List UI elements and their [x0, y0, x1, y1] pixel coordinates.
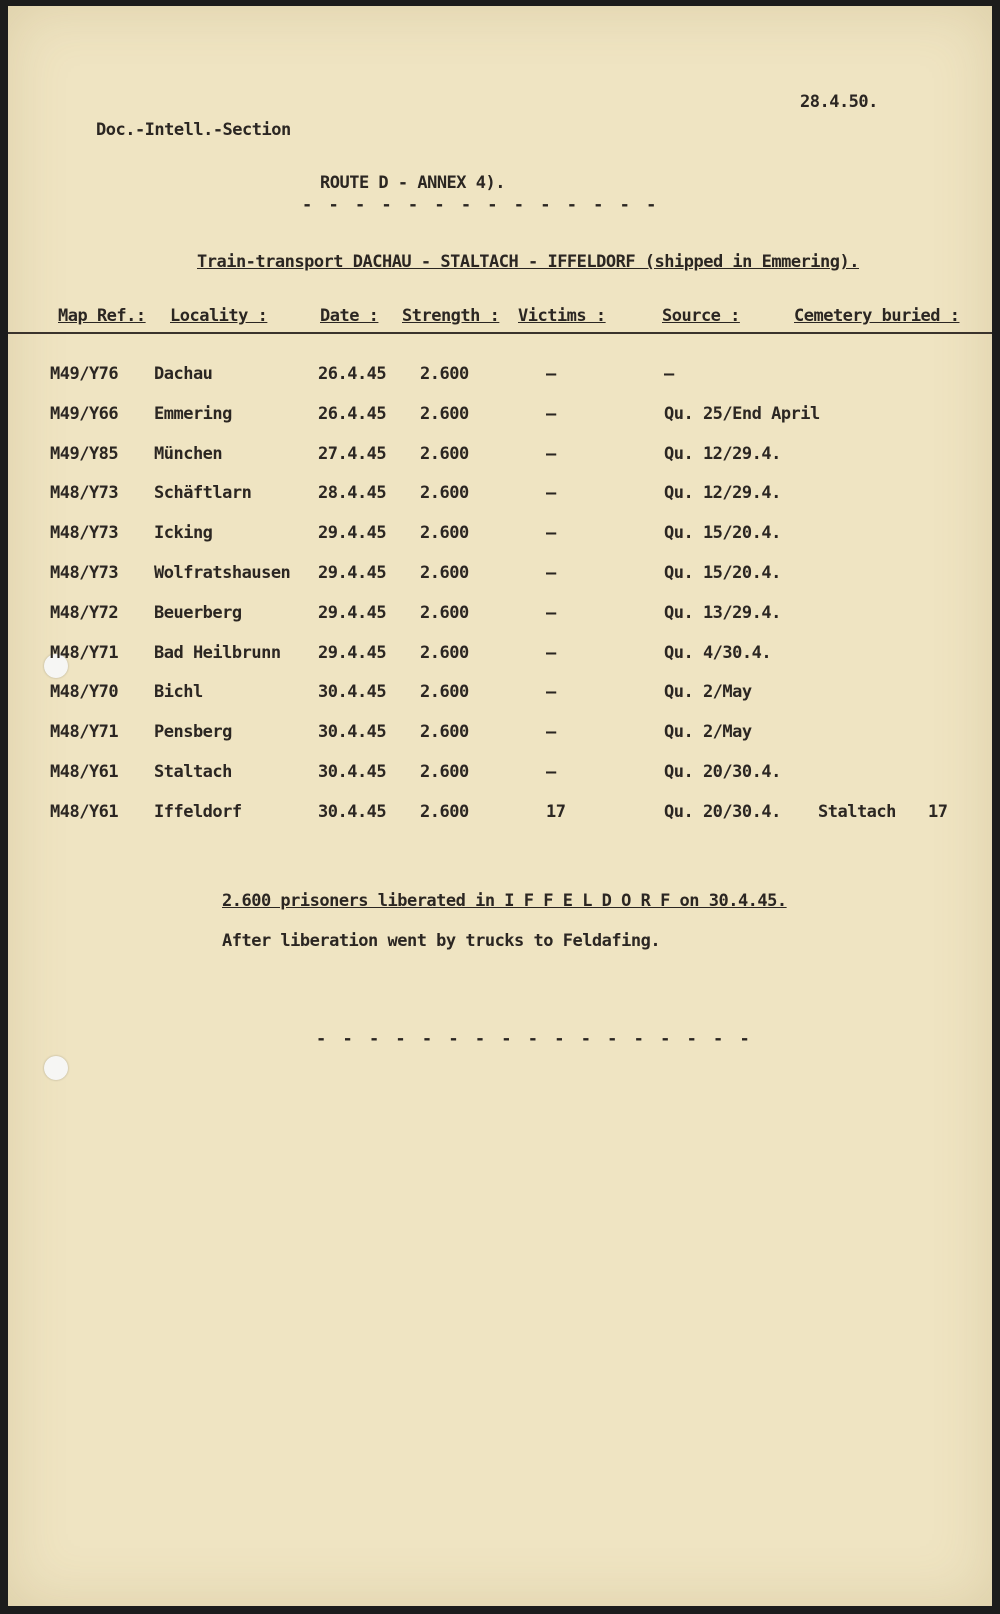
date-cell: 30.4.45: [318, 762, 387, 782]
date-cell: 29.4.45: [318, 602, 387, 623]
locality-cell: Bichl: [154, 682, 203, 703]
date-cell: 30.4.45: [318, 722, 387, 743]
locality-cell: Staltach: [154, 762, 232, 782]
closing-dashes: - - - - - - - - - - - - - - - - -: [316, 1029, 753, 1049]
transport-title: Train-transport DACHAU - STALTACH - IFFELDORF (shipped in Emmering).: [197, 252, 859, 272]
victims-cell: —: [546, 403, 556, 424]
map-ref-cell: M48/Y70: [50, 682, 119, 703]
strength-cell: 2.600: [420, 722, 469, 743]
route-title-dashes: - - - - - - - - - - - - - -: [302, 195, 660, 215]
date-cell: 29.4.45: [318, 523, 387, 544]
victims-cell: —: [546, 443, 556, 464]
date-cell: 26.4.45: [318, 364, 387, 384]
locality-cell: Iffeldorf: [154, 801, 242, 822]
strength-cell: 2.600: [420, 403, 469, 424]
col-header-source: Source :: [662, 306, 740, 326]
col-header-date: Date :: [320, 306, 379, 326]
victims-cell: —: [546, 483, 556, 504]
map-ref-cell: M49/Y85: [50, 443, 119, 464]
liberation-note: After liberation went by trucks to Feldafing.: [222, 931, 661, 951]
table-row: [8, 603, 992, 631]
strength-cell: 2.600: [420, 523, 469, 544]
victims-cell: —: [546, 682, 556, 703]
map-ref-cell: M48/Y61: [50, 762, 119, 782]
section-name: Doc.-Intell.-Section: [96, 120, 291, 140]
col-header-map-ref: Map Ref.:: [58, 306, 146, 326]
locality-cell: Beuerberg: [154, 602, 242, 623]
source-cell: Qu. 12/29.4.: [664, 483, 781, 504]
col-header-locality: Locality :: [170, 306, 268, 326]
strength-cell: 2.600: [420, 642, 469, 663]
date-cell: 29.4.45: [318, 642, 387, 663]
strength-cell: 2.600: [420, 364, 469, 384]
source-cell: Qu. 20/30.4.: [664, 801, 781, 822]
table-row: [8, 762, 992, 790]
victims-cell: —: [546, 364, 556, 384]
map-ref-cell: M48/Y71: [50, 722, 119, 743]
source-cell: —: [664, 364, 674, 384]
victims-cell: —: [546, 762, 556, 782]
col-header-strength: Strength :: [402, 306, 500, 326]
table-row: [8, 444, 992, 472]
col-header-cemetery: Cemetery buried :: [794, 306, 960, 326]
map-ref-cell: M48/Y73: [50, 523, 119, 544]
map-ref-cell: M48/Y61: [50, 801, 119, 822]
table-row: [8, 364, 992, 392]
date-cell: 30.4.45: [318, 682, 387, 703]
strength-cell: 2.600: [420, 602, 469, 623]
strength-cell: 2.600: [420, 563, 469, 583]
map-ref-cell: M48/Y72: [50, 602, 119, 623]
map-ref-cell: M49/Y66: [50, 403, 119, 424]
locality-cell: Dachau: [154, 364, 213, 384]
route-title: ROUTE D - ANNEX 4).: [320, 173, 505, 193]
locality-cell: Bad Heilbrunn: [154, 642, 281, 663]
table-row: [8, 802, 992, 830]
victims-cell: —: [546, 563, 556, 583]
table-row: [8, 722, 992, 750]
buried-count-cell: 17: [928, 801, 948, 822]
map-ref-cell: M49/Y76: [50, 364, 119, 384]
locality-cell: München: [154, 443, 223, 464]
source-cell: Qu. 12/29.4.: [664, 443, 781, 464]
table-row: [8, 643, 992, 671]
source-cell: Qu. 2/May: [664, 722, 752, 743]
strength-cell: 2.600: [420, 801, 469, 822]
locality-cell: Schäftlarn: [154, 483, 252, 504]
cemetery-cell: Staltach: [818, 801, 896, 822]
source-cell: Qu. 2/May: [664, 682, 752, 703]
map-ref-cell: M48/Y73: [50, 563, 119, 583]
map-ref-cell: M48/Y71: [50, 642, 119, 663]
strength-cell: 2.600: [420, 762, 469, 782]
source-cell: Qu. 25/End April: [664, 403, 820, 424]
map-ref-cell: M48/Y73: [50, 483, 119, 504]
table-header: [8, 306, 992, 334]
date-cell: 28.4.45: [318, 483, 387, 504]
date-cell: 26.4.45: [318, 403, 387, 424]
source-cell: Qu. 4/30.4.: [664, 642, 772, 663]
locality-cell: Emmering: [154, 403, 232, 424]
col-header-victims: Victims :: [518, 306, 606, 326]
victims-cell: —: [546, 722, 556, 743]
locality-cell: Wolfratshausen: [154, 563, 291, 583]
date-cell: 29.4.45: [318, 563, 387, 583]
strength-cell: 2.600: [420, 483, 469, 504]
table-row: [8, 404, 992, 432]
victims-cell: 17: [546, 801, 566, 822]
date-cell: 27.4.45: [318, 443, 387, 464]
summary-line: 2.600 prisoners liberated in I F F E L D O R F on 30.4.45.: [222, 891, 787, 911]
document-date: 28.4.50.: [800, 92, 878, 112]
punch-hole-bottom: [44, 1056, 68, 1080]
locality-cell: Pensberg: [154, 722, 232, 743]
victims-cell: —: [546, 602, 556, 623]
locality-cell: Icking: [154, 523, 213, 544]
source-cell: Qu. 15/20.4.: [664, 563, 781, 583]
document-page: [8, 6, 992, 1606]
source-cell: Qu. 13/29.4.: [664, 602, 781, 623]
source-cell: Qu. 15/20.4.: [664, 523, 781, 544]
source-cell: Qu. 20/30.4.: [664, 762, 781, 782]
table-row: [8, 682, 992, 710]
victims-cell: —: [546, 523, 556, 544]
strength-cell: 2.600: [420, 443, 469, 464]
table-row: [8, 563, 992, 591]
strength-cell: 2.600: [420, 682, 469, 703]
table-row: [8, 483, 992, 511]
victims-cell: —: [546, 642, 556, 663]
date-cell: 30.4.45: [318, 801, 387, 822]
table-row: [8, 523, 992, 551]
